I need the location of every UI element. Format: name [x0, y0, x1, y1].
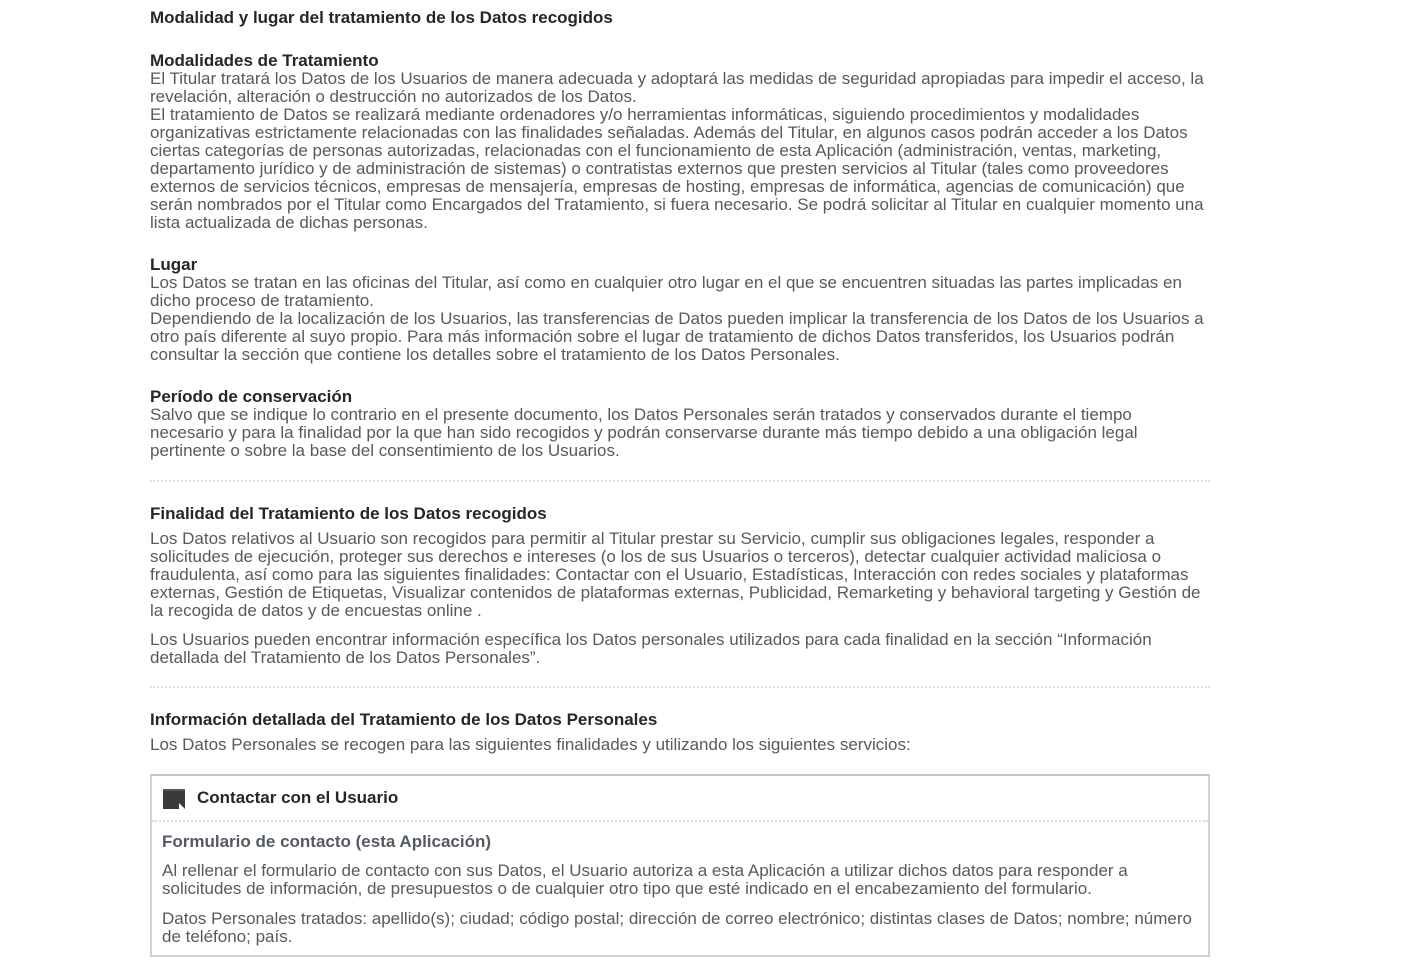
paragraph: El Titular tratará los Datos de los Usuarios de manera adecuada y adoptará las medidas de seguridad apropiadas para impedir el acceso, la revelación, alteración o destrucción no autorizados de los Datos.: [150, 69, 1204, 106]
paragraph: Los Datos se tratan en las oficinas del Titular, así como en cualquier otro lugar en el que se encuentren situadas las partes implicadas en dicho proceso de tratamiento.: [150, 273, 1182, 310]
paragraph: Los Datos relativos al Usuario son recogidos para permitir al Titular prestar su Servicio, cumplir sus obligaciones legales, responder a solicitudes de ejecución, proteger sus derechos e intereses (o los de sus Usuarios o terceros), detectar cualquier actividad maliciosa o fraudulenta, así como para las siguientes finalidades: Contactar con el Usuario, Estadísticas, Interacción con redes sociales y plataformas externas, Gestión de Etiquetas, Visualizar contenidos de plataformas externas, Publicidad, Remarketing y behavioral targeting y Gestión de la recogida de datos y de encuestas online .: [150, 529, 1201, 620]
purpose-box-contactar: [150, 774, 1210, 957]
divider: [150, 480, 1210, 482]
subsection-periodo: [150, 388, 1210, 460]
subsection-lugar: [150, 256, 1210, 364]
paragraph: Dependiendo de la localización de los Usuarios, las transferencias de Datos pueden implicar la transferencia de los Datos de los Usuarios a otro país diferente al suyo propio. Para más información sobre el lugar de tratamiento de dichos Datos transferidos, los Usuarios podrán consultar la sección que contiene los detalles sobre el tratamiento de los Datos Personales.: [150, 309, 1204, 364]
section-title-modalidad: Modalidad y lugar del tratamiento de los Datos recogidos: [150, 8, 613, 27]
paragraph: Los Datos Personales se recogen para las siguientes finalidades y utilizando los siguientes servicios:: [150, 735, 911, 754]
subsection-modalidades: [150, 52, 1210, 232]
folder-icon: [163, 789, 185, 809]
paragraph: Salvo que se indique lo contrario en el presente documento, los Datos Personales serán tratados y conservados durante el tiempo necesario y para la finalidad por la que han sido recogidos y podrán conservarse durante más tiempo debido a una obligación legal pertinente o sobre la base del consentimiento de los Usuarios.: [150, 405, 1138, 460]
personal-data-list: Datos Personales tratados: apellido(s); ciudad; código postal; dirección de correo electrónico; distintas clases de Datos; nombre; número de teléfono; país.: [162, 909, 1192, 946]
service-description: Al rellenar el formulario de contacto con sus Datos, el Usuario autoriza a esta Aplicación a utilizar dichos datos para responder a solicitudes de información, de presupuestos o de cualquier otro tipo que esté indicado en el encabezamiento del formulario.: [162, 861, 1128, 898]
section-title-detalle: Información detallada del Tratamiento de los Datos Personales: [150, 710, 658, 729]
service-title: Formulario de contacto (esta Aplicación): [162, 832, 492, 851]
purpose-title: Contactar con el Usuario: [197, 788, 399, 807]
paragraph: El tratamiento de Datos se realizará mediante ordenadores y/o herramientas informáticas, siguiendo procedimientos y modalidades organizativas estrictamente relacionadas con las finalidades señaladas. Además del Titular, en algunos casos podrán acceder a los Datos ciertas categorías de personas autorizadas, relacionadas con el funcionamiento de esta Aplicación (administración, ventas, marketing, departamento jurídico y de administración de sistemas) o contratistas externos que presten servicios al Titular (tales como proveedores externos de servicios técnicos, empresas de mensajería, empresas de hosting, empresas de informática, agencias de comunicación) que serán nombrados por el Titular como Encargados del Tratamiento, si fuera necesario. Se podrá solicitar al Titular en cualquier momento una lista actualizada de dichas personas.: [150, 105, 1204, 232]
subsection-heading: Lugar: [150, 255, 198, 274]
subsection-heading: Modalidades de Tratamiento: [150, 51, 379, 70]
purpose-box-header[interactable]: [152, 776, 1208, 822]
subsection-heading: Período de conservación: [150, 387, 353, 406]
section-title-finalidad: Finalidad del Tratamiento de los Datos recogidos: [150, 504, 547, 523]
divider: [150, 686, 1210, 688]
paragraph: Los Usuarios pueden encontrar información específica los Datos personales utilizados para cada finalidad en la sección “Información detallada del Tratamiento de los Datos Personales”.: [150, 630, 1152, 667]
